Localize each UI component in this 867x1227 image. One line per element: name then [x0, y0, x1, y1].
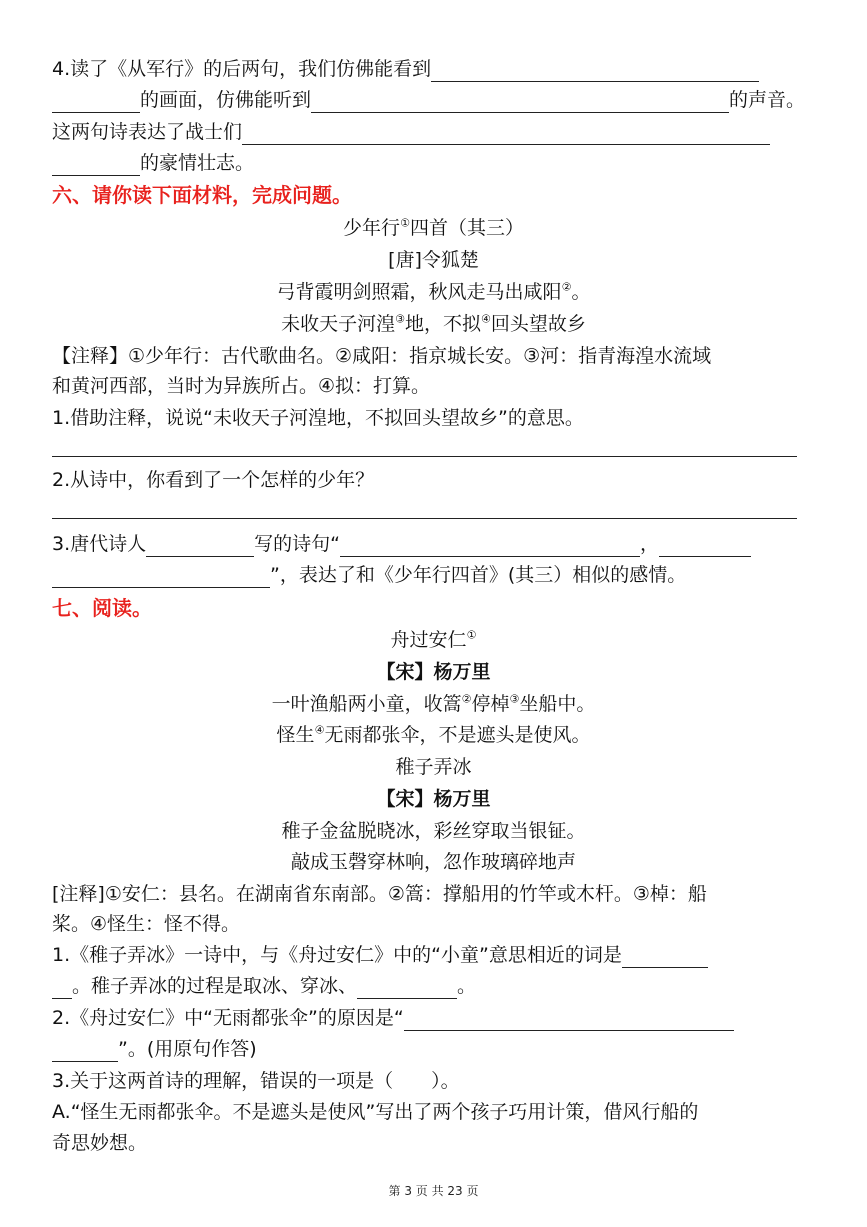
q4-line-4	[52, 150, 815, 176]
s6-line2c: 回头望故乡	[490, 313, 586, 335]
s6-line2-sup1: ③	[395, 312, 405, 326]
q4-line-3	[52, 119, 815, 145]
s6-q3-blank-verse-2[interactable]	[659, 536, 751, 557]
s7-q1-blank-2[interactable]	[357, 978, 457, 999]
s6-q3-text-a: 3.唐代诗人	[52, 533, 147, 555]
s6-line1-sup: ②	[561, 280, 572, 294]
s7-p1-l1-sup2: ③	[509, 692, 520, 706]
s7-q1-text-b: 。稚子弄冰的过程是取冰、穿冰、	[72, 975, 358, 997]
s7-p1-l2-sup: ④	[314, 723, 325, 737]
s7-q2-text-a: 2.《舟过安仁》中“无雨都张伞”的原因是“	[52, 1007, 404, 1029]
s7-poem1-line-2	[0, 722, 867, 748]
s6-line2b: 地，不拟	[404, 313, 481, 335]
s6-q3-text-b: 写的诗句“	[254, 533, 340, 555]
q4-line-1	[52, 56, 815, 82]
s6-note-1: 【注释】①少年行：古代歌曲名。②咸阳：指京城长安。③河：指青海湟水流域	[52, 345, 712, 367]
s7-question-1-line-2	[52, 973, 815, 999]
s7-q1-blank-1-cont[interactable]	[52, 978, 72, 999]
section7-heading: 七、阅读。	[52, 596, 152, 620]
s6-question-2: 2.从诗中，你看到了一个怎样的少年？	[52, 469, 375, 491]
s7-p1-l1-sup1: ②	[461, 692, 472, 706]
s6-q3-blank-poet[interactable]	[146, 536, 254, 557]
s7-p1-l1c: 坐船中。	[519, 693, 596, 715]
s6-poem-title	[0, 215, 867, 241]
q4-text-3: 这两句诗表达了战士们	[52, 121, 243, 143]
s6-q3-blank-verse-3[interactable]	[52, 567, 270, 588]
s7-poem2-title: 稚子弄冰	[395, 756, 472, 778]
s7-poem1-line-1	[0, 691, 867, 717]
q4-text-2a: 的画面，仿佛能听到	[140, 89, 312, 111]
s6-q3-text-c: ，	[639, 533, 659, 555]
q4-blank-2[interactable]	[52, 92, 140, 113]
s7-poem2-line-2: 敲成玉磬穿林响，忽作玻璃碎地声	[290, 851, 576, 873]
s7-poem2-author: 【宋】杨万里	[376, 788, 491, 810]
q4-blank-5[interactable]	[52, 155, 140, 176]
s7-q1-text-c: 。	[457, 975, 477, 997]
s6-poem-author: [唐]令狐楚	[388, 249, 479, 271]
s6-q2-answer-line[interactable]	[52, 518, 797, 519]
page-footer: 第 3 页 共 23 页	[388, 1184, 479, 1198]
s7-poem2-line-1: 稚子金盆脱晓冰，彩丝穿取当银钲。	[281, 820, 586, 842]
s6-note-2: 和黄河西部，当时为异族所占。④拟：打算。	[52, 375, 431, 397]
q4-text-4: 的豪情壮志。	[140, 152, 255, 174]
s7-option-a-line-2: 奇思妙想。	[52, 1132, 148, 1154]
q4-text-2b: 的声音。	[729, 89, 806, 111]
q4-blank-1[interactable]	[431, 61, 759, 82]
s7-note-2: 桨。④怪生：怪不得。	[52, 913, 241, 935]
q4-text-1: 4.读了《从军行》的后两句，我们仿佛能看到	[52, 58, 432, 80]
s6-q3-blank-verse-1[interactable]	[340, 536, 640, 557]
s6-line1a: 弓背霞明剑照霜，秋风走马出咸阳	[276, 281, 562, 303]
s6-poem-line-1	[0, 279, 867, 305]
s7-poem1-title-text: 舟过安仁	[390, 629, 467, 651]
s7-p1-l2a: 怪生	[276, 724, 315, 746]
s6-line2a: 未收天子河湟	[281, 313, 396, 335]
s6-question-1: 1.借助注释，说说“未收天子河湟地，不拟回头望故乡”的意思。	[52, 407, 584, 429]
s7-q1-blank-1[interactable]	[622, 947, 708, 968]
s6-poem-title-sup: ①	[400, 216, 410, 230]
s7-poem1-author: 【宋】杨万里	[376, 661, 491, 683]
q4-blank-3[interactable]	[311, 92, 729, 113]
s6-poem-title-rest: 四首（其三）	[409, 217, 524, 239]
q4-blank-4[interactable]	[242, 124, 770, 145]
section6-heading: 六、请你读下面材料，完成问题。	[52, 183, 352, 207]
s7-question-2-line-1	[52, 1005, 815, 1031]
s7-q2-blank-cont[interactable]	[52, 1041, 118, 1062]
s6-question-3-line-2	[52, 562, 815, 588]
s6-line1b: 。	[571, 281, 591, 303]
s7-q1-text-a: 1.《稚子弄冰》一诗中，与《舟过安仁》中的“小童”意思相近的词是	[52, 944, 622, 966]
s6-q1-answer-line[interactable]	[52, 456, 797, 457]
s7-note-1: [注释]①安仁：县名。在湖南省东南部。②篙：撑船用的竹竿或木杆。③棹：船	[52, 883, 707, 905]
s7-question-2-line-2	[52, 1036, 815, 1062]
s6-question-3-line-1	[52, 531, 815, 557]
s7-poem1-title-sup: ①	[466, 628, 477, 642]
s7-q2-text-b: ”。(用原句作答)	[118, 1038, 257, 1060]
s7-poem1-title	[0, 627, 867, 653]
s6-q3-text-d: ”，表达了和《少年行四首》(其三）相似的感情。	[270, 564, 687, 586]
s7-p1-l1a: 一叶渔船两小童，收篙	[271, 693, 462, 715]
s6-line2-sup2: ④	[481, 312, 491, 326]
s7-option-a-line-1: A.“怪生无雨都张伞。不是遮头是使风”写出了两个孩子巧用计策，借风行船的	[52, 1101, 699, 1123]
s7-question-3: 3.关于这两首诗的理解，错误的一项是（ ）。	[52, 1070, 460, 1092]
s7-question-1-line-1	[52, 942, 815, 968]
q4-line-2	[52, 87, 815, 113]
s7-p1-l1b: 停棹	[471, 693, 510, 715]
s7-q2-blank[interactable]	[404, 1010, 734, 1031]
s7-p1-l2b: 无雨都张伞，不是遮头是使风。	[324, 724, 591, 746]
s6-poem-title-text: 少年行	[343, 217, 401, 239]
s6-poem-line-2	[0, 311, 867, 337]
